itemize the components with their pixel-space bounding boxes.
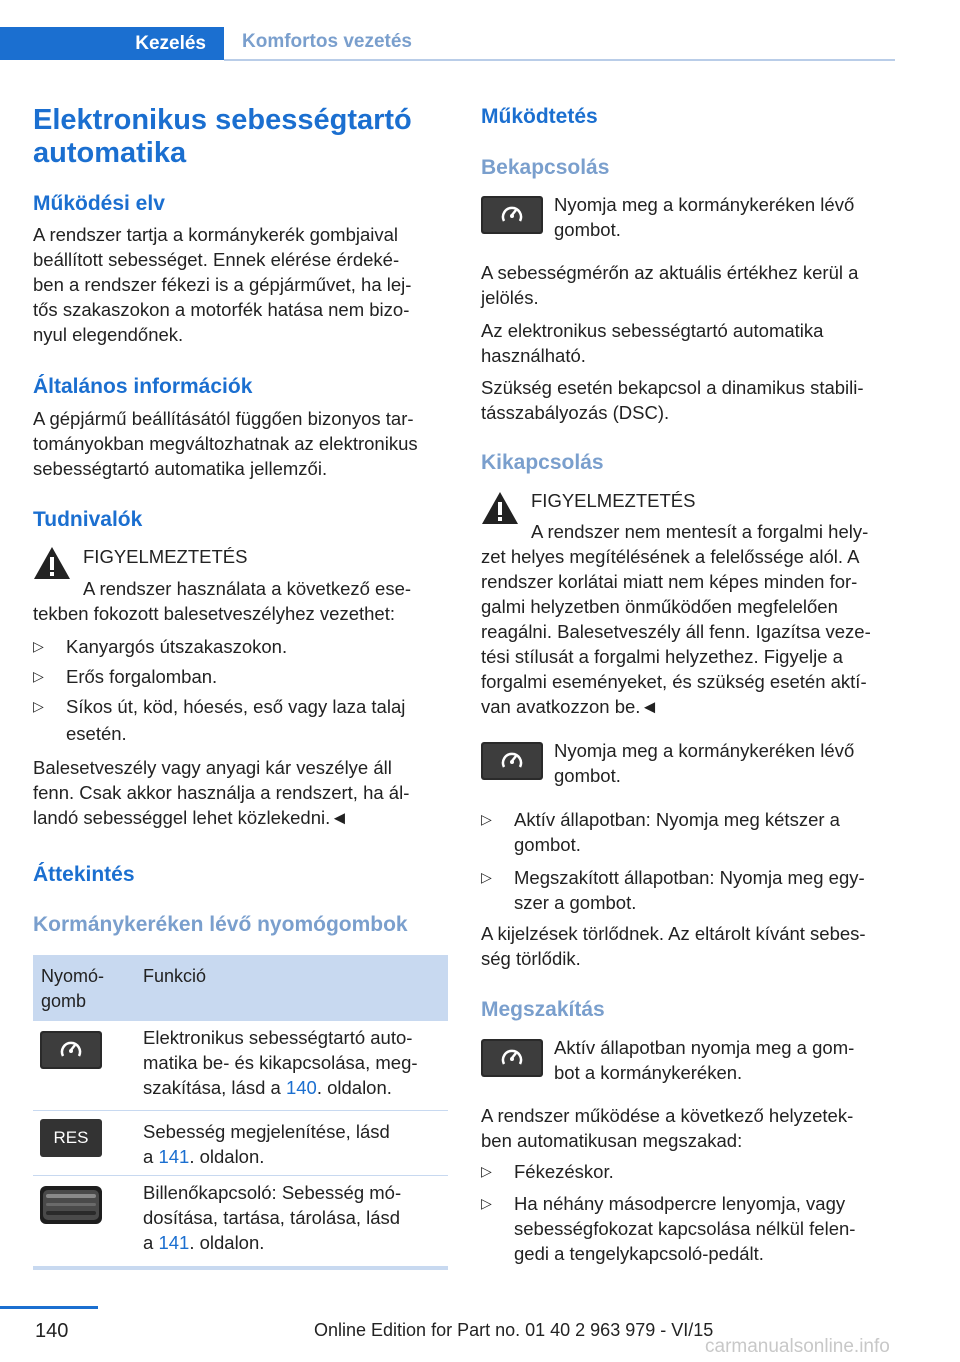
warning-text-first: A rendszer használata a következő ese- <box>83 578 412 599</box>
list-item: Kanyargós útszakaszokon. <box>66 636 288 657</box>
page-link[interactable]: 141 <box>158 1146 190 1167</box>
page-title: Elektronikus sebességtartó automatika <box>33 104 412 169</box>
switch-on-text-3: Szükség esetén bekapcsol a dinamikus stabili- tásszabályozás (DSC). <box>481 377 864 423</box>
cruise-control-button-icon <box>40 1031 102 1069</box>
cruise-control-button-icon <box>481 742 543 780</box>
page-number: 140 <box>35 1320 69 1342</box>
overview-heading: Áttekintés <box>33 863 135 886</box>
switch-on-text-2: Az elektronikus sebességtartó automatika használható. <box>481 320 824 366</box>
section-tab[interactable]: Komfortos vezetés <box>242 31 412 52</box>
principle-text: A rendszer tartja a kormánykerék gombjaival beállított sebességet. Ennek elérése érdeké- ben a rendszer fékezi is a gépjárművet, ha lej- tős szakaszokon a motorfék hatása nem bizo- nyul elegendőnek. <box>33 224 412 345</box>
table-row <box>33 1021 448 1109</box>
switch-on-text-1: A sebességmérőn az aktuális értékhez kerül a jelölés. <box>481 262 859 308</box>
rocker-switch-icon <box>40 1186 102 1224</box>
bullet-icon: ▷ <box>481 869 492 885</box>
page-header <box>0 27 895 60</box>
warning-text-rest: zet helyes megítélésének a felelőssége alól. A rendszer korlátai miatt nem képes minden for- galmi helyzetben önműködően megfelelően reagálni. Balesetveszély áll fenn. Igazítsa veze- tési stílusát a forgalmi helyzethez. Figyelje a forgalmi eseményeket, és szükség esetén aktí- van avatkozzon be.◄ <box>481 546 871 717</box>
list-item: Ha néhány másodpercre lenyomja, vagy sebességfokozat kapcsolása nélkül felen- gedi a tengelykapcsoló-pedált. <box>514 1193 856 1264</box>
page-link[interactable]: 141 <box>158 1232 190 1253</box>
page-link[interactable]: 140 <box>285 1077 317 1098</box>
principle-heading: Működési elv <box>33 192 165 215</box>
notes-heading: Tudnivalók <box>33 508 143 531</box>
table-header <box>33 955 448 1021</box>
bullet-icon: ▷ <box>33 668 44 684</box>
header-rule <box>224 59 895 61</box>
list-item: Aktív állapotban: Nyomja meg kétszer a gombot. <box>514 809 840 855</box>
footer-rule <box>0 1306 98 1309</box>
list-item: Síkos út, köd, hóesés, eső vagy laza talaj <box>66 696 406 717</box>
operation-heading: Működtetés <box>481 105 598 128</box>
res-button-icon: RES <box>40 1119 102 1157</box>
switch-off-list <box>481 807 896 917</box>
steering-buttons-heading: Kormánykeréken lévő nyomógombok <box>33 913 408 936</box>
table-row <box>33 1111 448 1175</box>
general-info-text: A gépjármű beállításától függően bizonyos tar- tományokban megváltozhatnak az elektronikus sebességtartó automatika jellemzői. <box>33 408 418 479</box>
general-info-heading: Általános információk <box>33 375 253 398</box>
row-function-text: Billenőkapcsoló: Sebesség mó- dosítása, tartása, tárolása, lásd a 141. oldalon. <box>143 1182 402 1253</box>
cruise-control-button-icon <box>481 196 543 234</box>
switch-off-text: A kijelzések törlődnek. Az eltárolt kívánt sebes- ség törlődik. <box>481 923 866 969</box>
column-header-button: Nyomó- gomb <box>41 966 105 1011</box>
list-item: Erős forgalomban. <box>66 666 218 687</box>
list-item: Megszakított állapotban: Nyomja meg egy- szer a gombot. <box>514 867 865 913</box>
bullet-icon: ▷ <box>481 1163 492 1179</box>
switch-on-heading: Bekapcsolás <box>481 156 610 179</box>
risk-text: Balesetveszély vagy anyagi kár veszélye áll fenn. Csak akkor használja a rendszert, ha ál- landó sebességgel lehet közlekedni.◄ <box>33 757 410 828</box>
interrupt-text: A rendszer működése a következő helyzetek- ben automatikusan megszakad: <box>481 1105 854 1151</box>
column-header-function: Funkció <box>143 966 207 986</box>
bullet-icon: ▷ <box>481 1195 492 1211</box>
risk-list <box>33 634 448 754</box>
cruise-control-button-icon <box>481 1039 543 1077</box>
warning-icon <box>480 490 520 526</box>
table-row <box>33 1176 448 1264</box>
watermark: carmanualsonline.info <box>705 1336 890 1357</box>
switch-off-heading: Kikapcsolás <box>481 451 604 474</box>
bullet-icon: ▷ <box>33 698 44 714</box>
warning-label: FIGYELMEZTETÉS <box>531 490 696 511</box>
chapter-tab[interactable]: Kezelés <box>0 27 224 60</box>
interrupt-heading: Megszakítás <box>481 998 605 1021</box>
row-function-text: Sebesség megjelenítése, lásd a 141. oldalon. <box>143 1121 390 1167</box>
warning-text-first: A rendszer nem mentesít a forgalmi hely- <box>531 521 869 542</box>
interrupt-button-text: Aktív állapotban nyomja meg a gom- bot a kormánykeréken. <box>554 1037 855 1083</box>
bullet-icon: ▷ <box>33 638 44 654</box>
bullet-icon: ▷ <box>481 811 492 827</box>
edition-text: Online Edition for Part no. 01 40 2 963 979 - VI/15 <box>314 1320 714 1340</box>
warning-icon <box>32 545 72 581</box>
interrupt-list <box>481 1159 896 1269</box>
table-bottom-rule <box>33 1266 448 1270</box>
list-item: Fékezéskor. <box>514 1161 614 1182</box>
switch-on-button-text: Nyomja meg a kormánykeréken lévő gombot. <box>554 194 855 240</box>
list-item-continued: esetén. <box>66 723 127 744</box>
row-function-text: Elektronikus sebességtartó auto- matika be- és kikapcsolása, meg- szakítása, lásd a 140. oldalon. <box>143 1027 418 1098</box>
warning-label: FIGYELMEZTETÉS <box>83 546 248 567</box>
switch-off-button-text: Nyomja meg a kormánykeréken lévő gombot. <box>554 740 855 786</box>
warning-text-second: tekben fokozott balesetveszélyhez vezethet: <box>33 603 395 624</box>
